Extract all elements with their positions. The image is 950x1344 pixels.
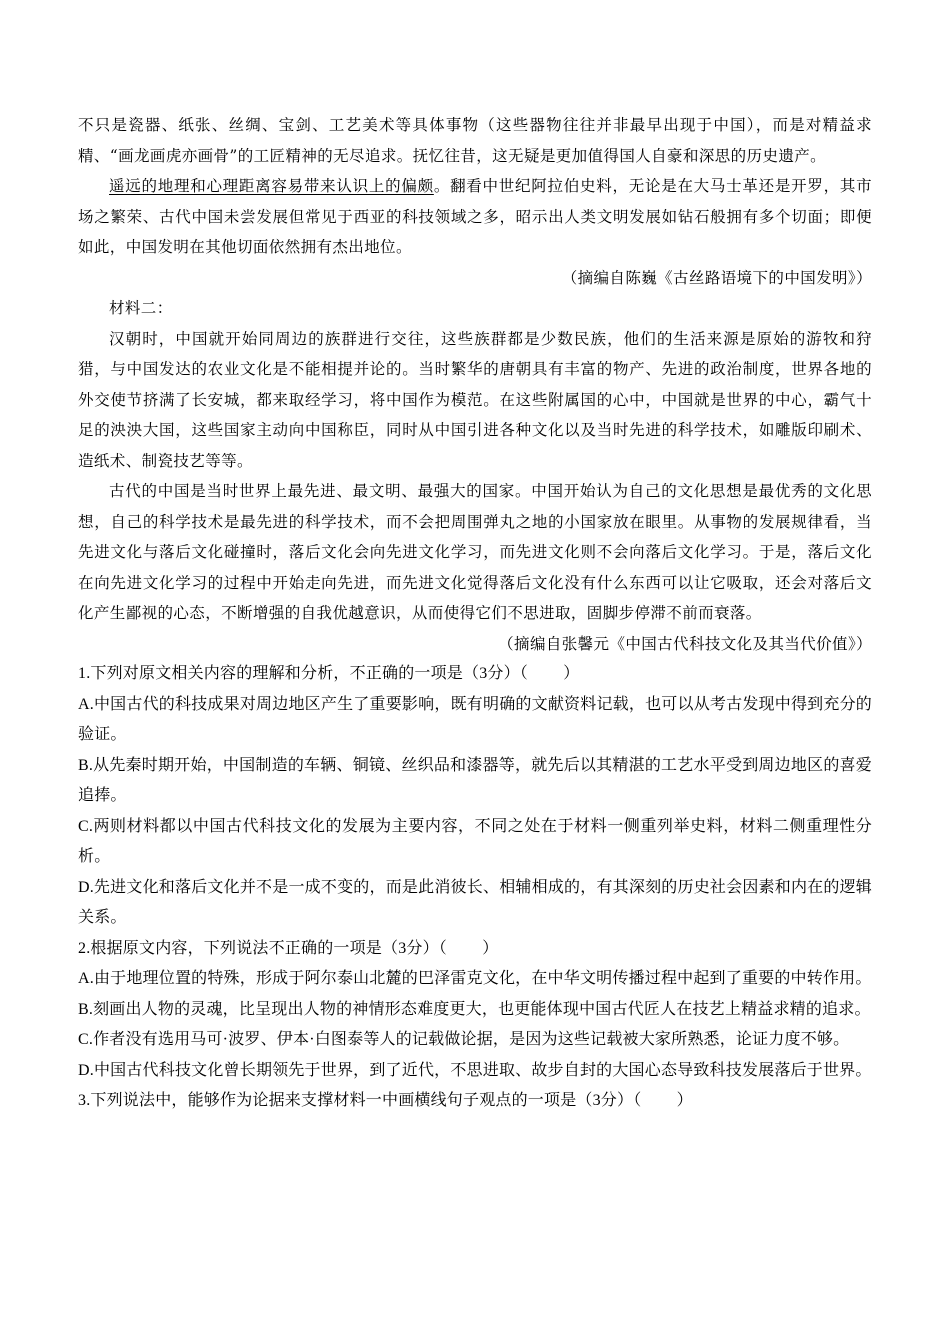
question-1-option-a: A.中国古代的科技成果对周边地区产生了重要影响，既有明确的文献资料记载，也可以从考古发现中得到充分的验证。: [78, 695, 872, 743]
question-2-stem: 2.根据原文内容，下列说法不正确的一项是（3分）（ ）: [78, 939, 499, 957]
question-2-option-a: A.由于地理位置的特殊，形成于阿尔泰山北麓的巴泽雷克文化，在中华文明传播过程中起到了重要的中转作用。: [78, 970, 872, 987]
material2-paragraph-2: 古代的中国是当时世界上最先进、最文明、最强大的国家。中国开始认为自己的文化思想是最优秀的文化思想，自己的科学技术是最先进的科学技术，而不会把周围弹丸之地的小国家放在眼里。从事物的发展规律看，当先进文化与落后文化碰撞时，落后文化会向先进文化学习，而先进文化则不会向落后文化学习。于是，落后文化在向先进文化学习的过程中开始走向先进，而先进文化觉得落后文化没有什么东西可以让它吸取，还会对落后文化产生鄙视的心态，不断增强的自我优越意识，从而使得它们不思进取，固脚步停滞不前而衰落。: [78, 482, 872, 622]
exam-page: [78, 110, 872, 1117]
material1-paragraph-continued: 不只是瓷器、纸张、丝绸、宝剑、工艺美术等具体事物（这些器物往往并非最早出现于中国），而是对精益求精、“画龙画虎亦画骨”的工匠精神的无尽追求。抚忆往昔，这无疑是更加值得国人自豪和深思的历史遗产。: [78, 116, 872, 165]
material1-paragraph-last-rest: 。翻看中世纪阿拉伯史料，无论是在大马士革还是开罗，其市场之繁荣、古代中国未尝发展但常见于西亚的科技领域之多，昭示出人类文明发展如钻石般拥有多个切面；即便如此，中国发明在其他切面依然拥有杰出地位。: [78, 177, 872, 256]
question-1-option-d: D.先进文化和落后文化并不是一成不变的，而是此消彼长、相辅相成的，有其深刻的历史社会因素和内在的逻辑关系。: [78, 878, 872, 926]
material2-source: （摘编自张馨元《中国古代科技文化及其当代价值》）: [498, 634, 872, 653]
material1-source: （摘编自陈巍《古丝路语境下的中国发明》）: [561, 268, 872, 287]
question-3-stem: 3.下列说法中，能够作为论据来支撑材料一中画横线句子观点的一项是（3分）（ ）: [78, 1092, 693, 1109]
question-1-stem: 1.下列对原文相关内容的理解和分析，不正确的一项是（3分）（ ）: [78, 665, 580, 682]
material2-paragraph-1: 汉朝时，中国就开始同周边的族群进行交往，这些族群都是少数民族，他们的生活来源是原始的游牧和狩猎，与中国发达的农业文化是不能相提并论的。当时繁华的唐朝具有丰富的物产、先进的政治制度，世界各地的外交使节挤满了长安城，都来取经学习，将中国作为模范。在这些附属国的心中，中国就是世界的中心，霸气十足的泱泱大国，这些国家主动向中国称臣，同时从中国引进各种文化以及当时先进的科学技术，如雕版印刷术、造纸术、制瓷技艺等等。: [78, 329, 872, 470]
question-2-option-d: D.中国古代科技文化曾长期领先于世界，到了近代，不思进取、故步自封的大国心态导致科技发展落后于世界。: [78, 1061, 872, 1079]
underlined-sentence: 遥远的地理和心理距离容易带来认识上的偏颇: [109, 177, 434, 195]
questions-section: [78, 659, 872, 1117]
question-2-option-c: C.作者没有选用马可·波罗、伊本·白图泰等人的记载做论据，是因为这些记载被大家所熟悉，论证力度不够。: [78, 1031, 850, 1048]
material2-heading: 材料二：: [109, 299, 173, 317]
material1-paragraph-last: [78, 171, 872, 263]
question-1-option-b: B.从先秦时期开始，中国制造的车辆、铜镜、丝织品和漆器等，就先后以其精湛的工艺水平受到周边地区的喜爱追捧。: [78, 756, 872, 804]
question-2-option-b: B.刻画出人物的灵魂，比呈现出人物的神情形态难度更大，也更能体现中国古代匠人在技艺上精益求精的追求。: [78, 1000, 871, 1018]
question-1-option-c: C.两则材料都以中国古代科技文化的发展为主要内容，不同之处在于材料一侧重列举史料，材料二侧重理性分析。: [78, 817, 872, 865]
